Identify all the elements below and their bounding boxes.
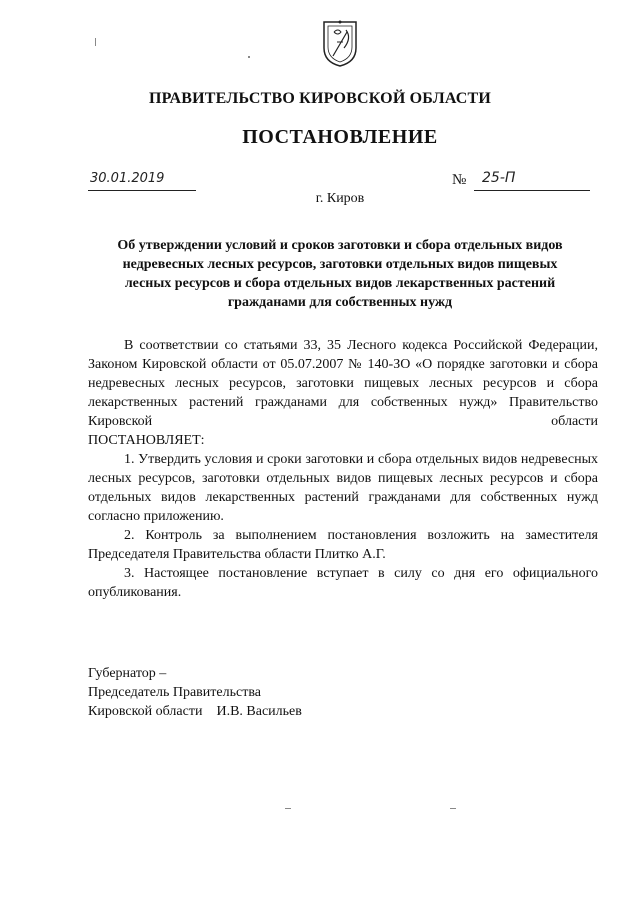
item-3: 3. Настоящее постановление вступает в силу со дня его официального опубликования. (88, 566, 598, 600)
scan-mark (248, 56, 250, 58)
signature-name: Кировской области И.В. Васильев (88, 704, 302, 719)
signature-block (88, 664, 302, 721)
preamble: В соответствии со статьями 33, 35 Лесного кодекса Российской Федерации, Законом Кировской области от 05.07.2007 № 140-ЗО «О порядке заготовки и сбора недревесных лесных ресурсов, заготовки пищевых лесных ресурсов и сбора лекарственных растений гражданами для собственных нужд» Правительство Кировской области (88, 338, 598, 429)
date-field (88, 172, 196, 191)
coat-of-arms-icon (320, 18, 360, 68)
document-subject: Об утверждении условий и сроков заготовки и сбора отдельных видов недревесных лесных ресурсов, заготовки отдельных видов пищевых лесных ресурсов и сбора отдельных видов лекарственных растений гражданами для собственных нужд (117, 238, 563, 310)
date-value: 30.01.2019 (90, 171, 165, 186)
signature-title: Губернатор – (88, 666, 167, 681)
scan-mark (95, 38, 96, 46)
number-field (474, 172, 590, 191)
scan-mark (285, 808, 291, 809)
signature-position: Председатель Правительства (88, 685, 261, 700)
document-type: ПОСТАНОВЛЕНИЕ (242, 126, 438, 148)
item-2: 2. Контроль за выполнением постановления возложить на заместителя Председателя Правительства области Плитко А.Г. (88, 528, 598, 562)
scan-mark (450, 808, 456, 809)
city: г. Киров (315, 191, 365, 206)
number-label: № (452, 172, 467, 188)
item-1: 1. Утвердить условия и сроки заготовки и сбора отдельных видов недревесных лесных ресурсов, заготовки отдельных видов пищевых лесных ресурсов и сбора отдельных видов лекарственных растений гражданами для собственных нужд согласно приложению. (88, 452, 598, 524)
government-name: ПРАВИТЕЛЬСТВО КИРОВСКОЙ ОБЛАСТИ (148, 90, 492, 107)
document-body (88, 336, 598, 602)
number-value: 25-П (482, 170, 516, 186)
resolves-heading: ПОСТАНОВЛЯЕТ: (88, 433, 205, 448)
